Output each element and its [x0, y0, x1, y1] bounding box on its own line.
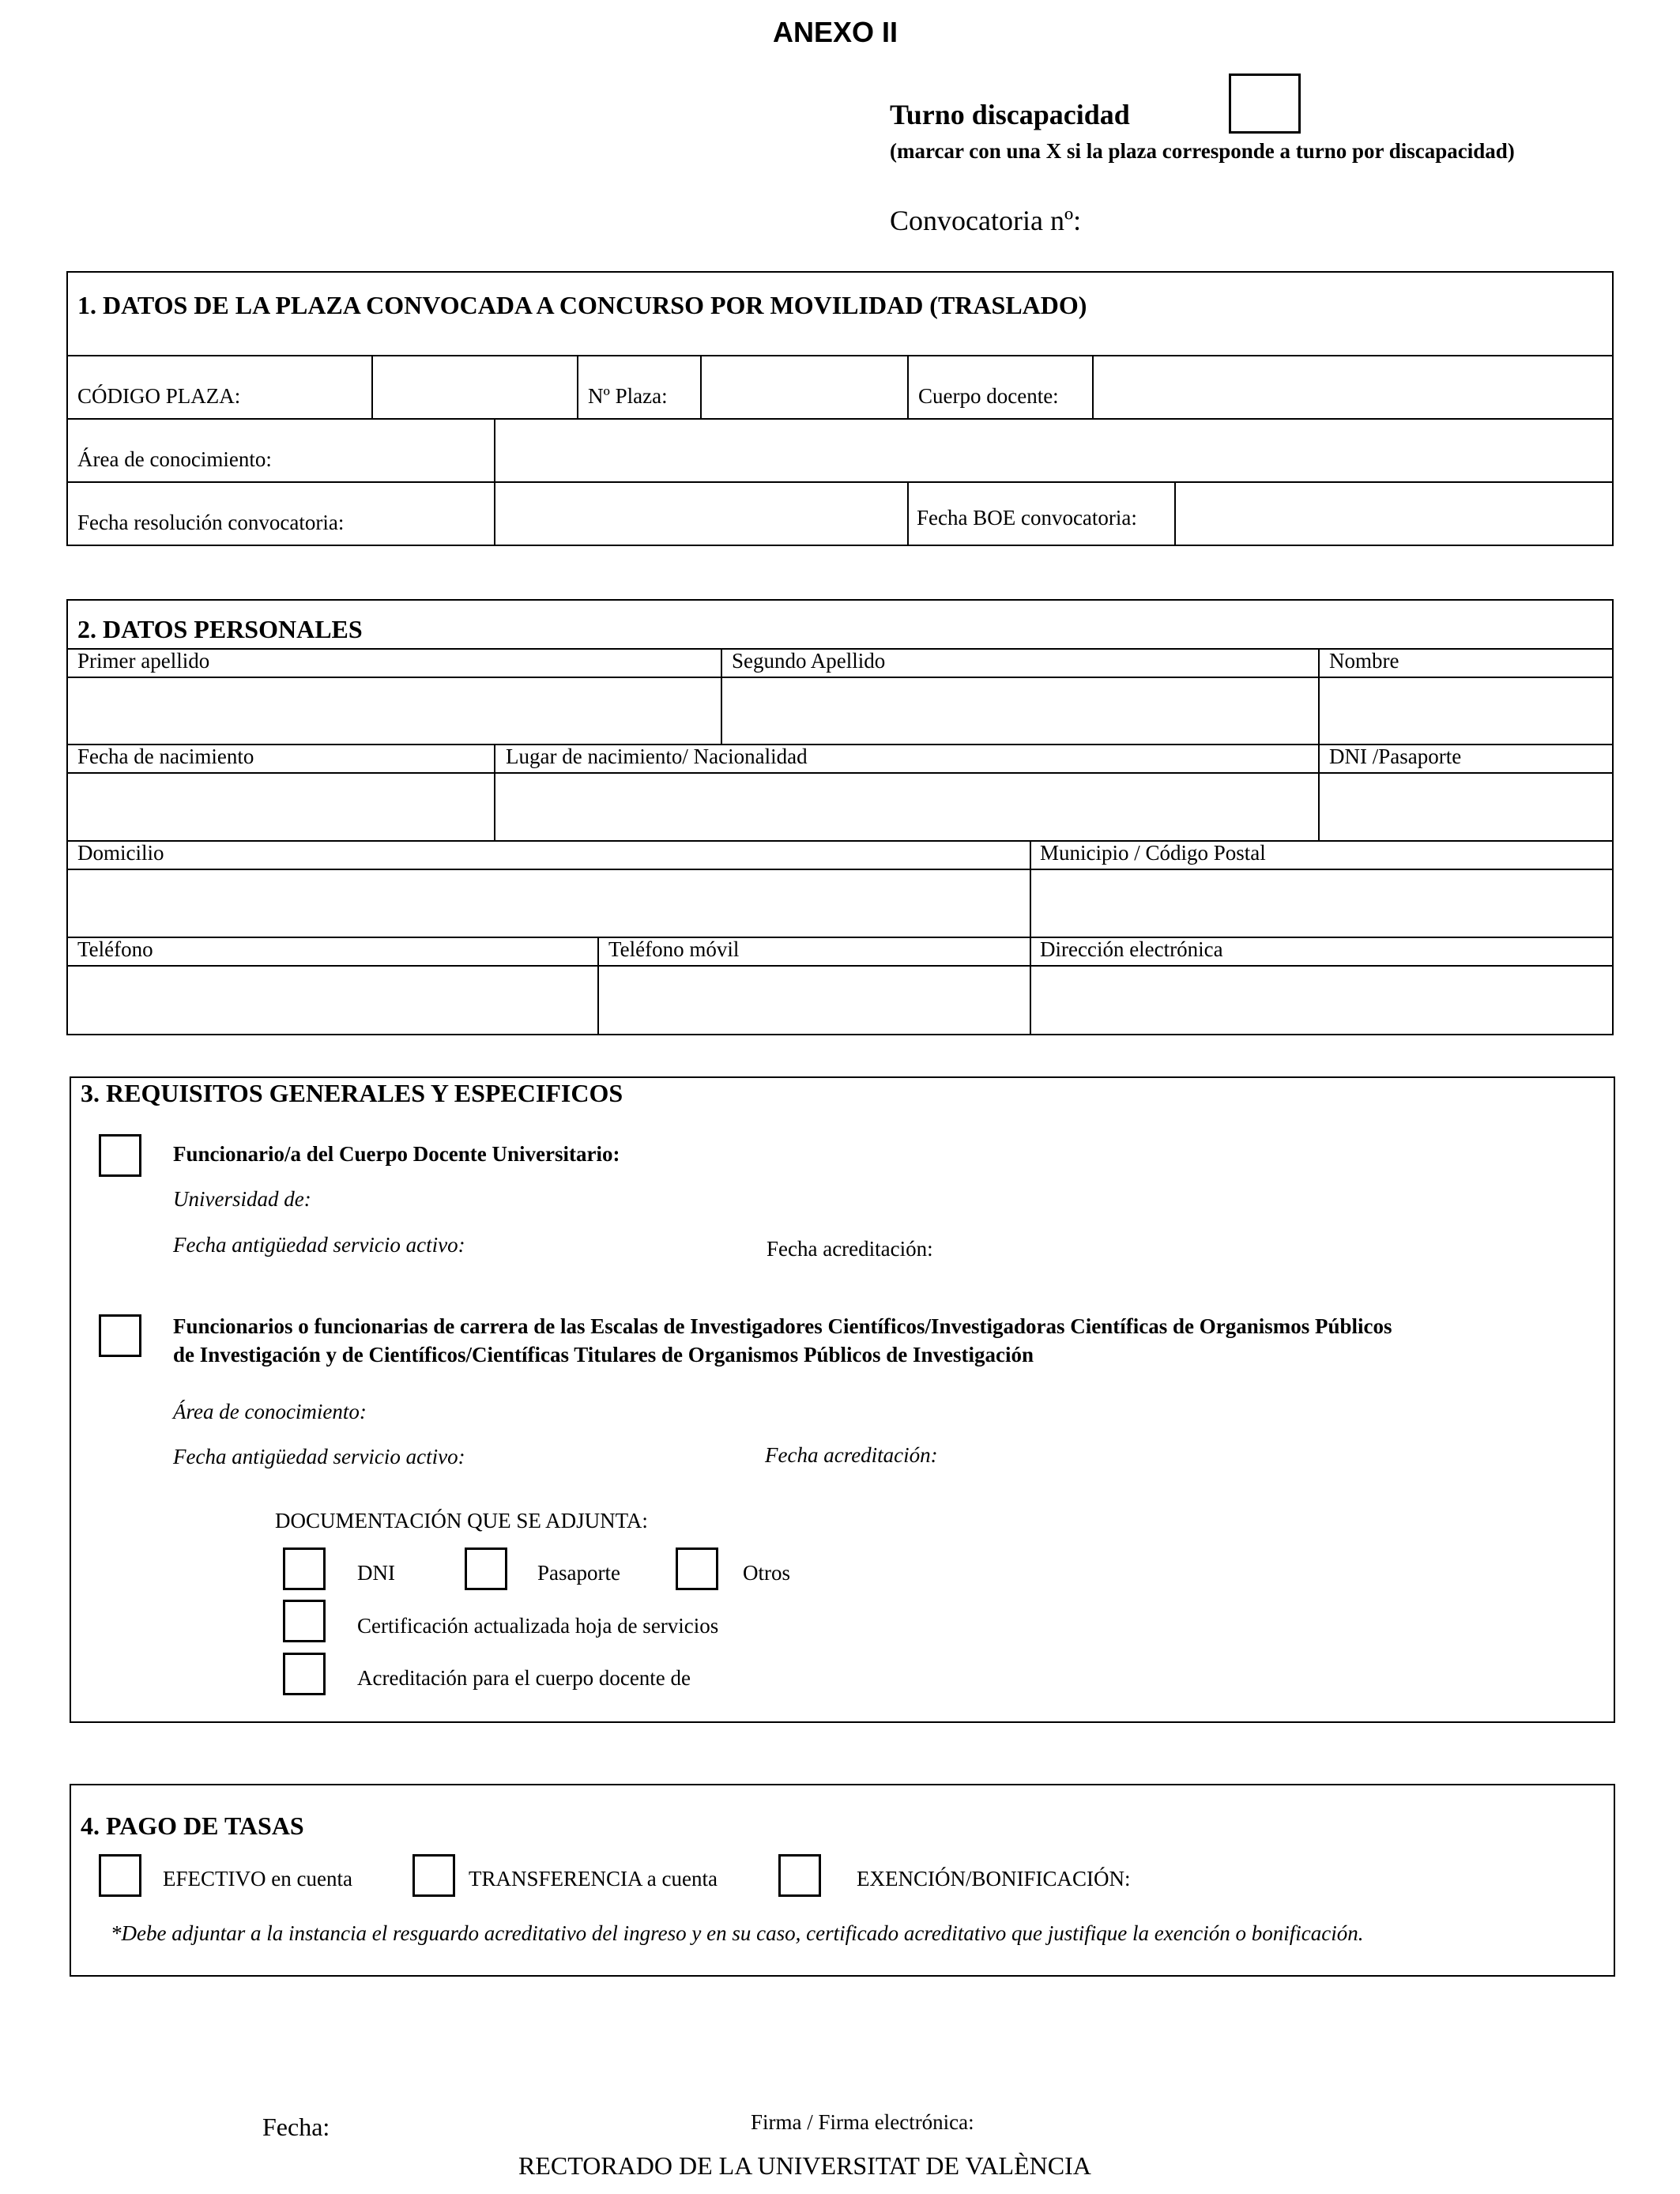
nombre-field[interactable]	[1320, 678, 1612, 742]
fecha-boe-field[interactable]	[1176, 483, 1612, 545]
dni-pasaporte-label: DNI /Pasaporte	[1329, 745, 1462, 768]
funcionario-investigador-label-line1: Funcionarios o funcionarias de carrera de las Escalas de Investigadores Científicos/Investigadoras Científicas de Organismos Públicos	[173, 1314, 1392, 1338]
pago-tasas-note: *Debe adjuntar a la instancia el resguardo acreditativo del ingreso y en su caso, certificado acreditativo que justifique la exención o bonificación.	[111, 1921, 1364, 1945]
cuerpo-docente-label: Cuerpo docente:	[918, 384, 1059, 408]
primer-apellido-field[interactable]	[68, 678, 719, 742]
fecha-resolucion-field[interactable]	[495, 483, 906, 545]
doc-dni-checkbox[interactable]	[283, 1547, 326, 1590]
turno-discapacidad-label: Turno discapacidad	[890, 99, 1130, 130]
efectivo-label: EFECTIVO en cuenta	[163, 1867, 352, 1891]
fecha-label: Fecha:	[262, 2113, 330, 2141]
rectorado-address: RECTORADO DE LA UNIVERSITAT DE VALÈNCIA	[518, 2151, 1091, 2180]
fecha-boe-label: Fecha BOE convocatoria:	[917, 506, 1137, 530]
fecha-resolucion-label: Fecha resolución convocatoria:	[77, 511, 345, 534]
cuerpo-docente-field[interactable]	[1094, 356, 1612, 417]
funcionario-investigador-label-line2: de Investigación y de Científicos/Científicas Titulares de Organismos Públicos de Investigación	[173, 1343, 1034, 1367]
turno-discapacidad-note: (marcar con una X si la plaza corresponde a turno por discapacidad)	[890, 139, 1515, 163]
municipio-label: Municipio / Código Postal	[1040, 841, 1266, 865]
convocatoria-label: Convocatoria nº:	[890, 205, 1082, 236]
doc-certificacion-label: Certificación actualizada hoja de servicios	[357, 1614, 719, 1638]
primer-apellido-label: Primer apellido	[77, 649, 210, 673]
funcionario-docente-checkbox[interactable]	[99, 1134, 141, 1177]
telefono-movil-label: Teléfono móvil	[608, 937, 740, 961]
codigo-plaza-label: CÓDIGO PLAZA:	[77, 384, 241, 408]
funcionario-investigador-checkbox[interactable]	[99, 1314, 141, 1357]
doc-otros-checkbox[interactable]	[676, 1547, 718, 1590]
lugar-nacimiento-field[interactable]	[495, 774, 1317, 839]
telefono-movil-field[interactable]	[599, 967, 1028, 1034]
section-2-title: 2. DATOS PERSONALES	[77, 615, 363, 643]
telefono-label: Teléfono	[77, 937, 153, 961]
doc-pasaporte-label: Pasaporte	[537, 1561, 620, 1585]
universidad-label: Universidad de:	[173, 1187, 311, 1211]
fecha-antiguedad-1-label: Fecha antigüedad servicio activo:	[173, 1233, 465, 1257]
lugar-nacimiento-label: Lugar de nacimiento/ Nacionalidad	[506, 745, 808, 768]
email-field[interactable]	[1031, 967, 1612, 1034]
n-plaza-field[interactable]	[702, 356, 906, 417]
fecha-acreditacion-2-label: Fecha acreditación:	[765, 1443, 938, 1467]
segundo-apellido-field[interactable]	[722, 678, 1317, 742]
n-plaza-label: Nº Plaza:	[588, 384, 668, 408]
page-title: ANEXO II	[773, 16, 898, 48]
fecha-antiguedad-2-label: Fecha antigüedad servicio activo:	[173, 1445, 465, 1468]
transferencia-checkbox[interactable]	[412, 1854, 455, 1897]
fecha-nacimiento-field[interactable]	[68, 774, 492, 839]
firma-label: Firma / Firma electrónica:	[751, 2110, 974, 2134]
doc-dni-label: DNI	[357, 1561, 395, 1585]
fecha-nacimiento-label: Fecha de nacimiento	[77, 745, 254, 768]
email-label: Dirección electrónica	[1040, 937, 1223, 961]
area-conocimiento-label: Área de conocimiento:	[77, 447, 272, 471]
transferencia-label: TRANSFERENCIA a cuenta	[469, 1867, 718, 1891]
domicilio-label: Domicilio	[77, 841, 164, 865]
doc-certificacion-checkbox[interactable]	[283, 1600, 326, 1642]
area-conocimiento-field[interactable]	[495, 420, 1612, 480]
municipio-field[interactable]	[1031, 870, 1612, 935]
doc-otros-label: Otros	[743, 1561, 790, 1585]
codigo-plaza-field[interactable]	[373, 356, 575, 417]
doc-acreditacion-label: Acreditación para el cuerpo docente de	[357, 1666, 691, 1690]
area-conocimiento-2-label: Área de conocimiento:	[173, 1400, 367, 1423]
exencion-label: EXENCIÓN/BONIFICACIÓN:	[857, 1867, 1131, 1891]
documentacion-title: DOCUMENTACIÓN QUE SE ADJUNTA:	[275, 1509, 648, 1532]
nombre-label: Nombre	[1329, 649, 1399, 673]
telefono-field[interactable]	[68, 967, 596, 1034]
turno-discapacidad-checkbox[interactable]	[1229, 74, 1301, 134]
domicilio-field[interactable]	[68, 870, 1028, 935]
fecha-acreditacion-1-label: Fecha acreditación:	[767, 1237, 933, 1261]
doc-acreditacion-checkbox[interactable]	[283, 1653, 326, 1695]
dni-pasaporte-field[interactable]	[1320, 774, 1612, 839]
funcionario-docente-label: Funcionario/a del Cuerpo Docente Universitario:	[173, 1142, 620, 1166]
exencion-checkbox[interactable]	[778, 1854, 821, 1897]
section-3-title: 3. REQUISITOS GENERALES Y ESPECIFICOS	[81, 1079, 623, 1107]
efectivo-checkbox[interactable]	[99, 1854, 141, 1897]
segundo-apellido-label: Segundo Apellido	[732, 649, 886, 673]
section-4-title: 4. PAGO DE TASAS	[81, 1811, 304, 1840]
doc-pasaporte-checkbox[interactable]	[465, 1547, 507, 1590]
section-1-title: 1. DATOS DE LA PLAZA CONVOCADA A CONCURSO POR MOVILIDAD (TRASLADO)	[77, 291, 1087, 319]
